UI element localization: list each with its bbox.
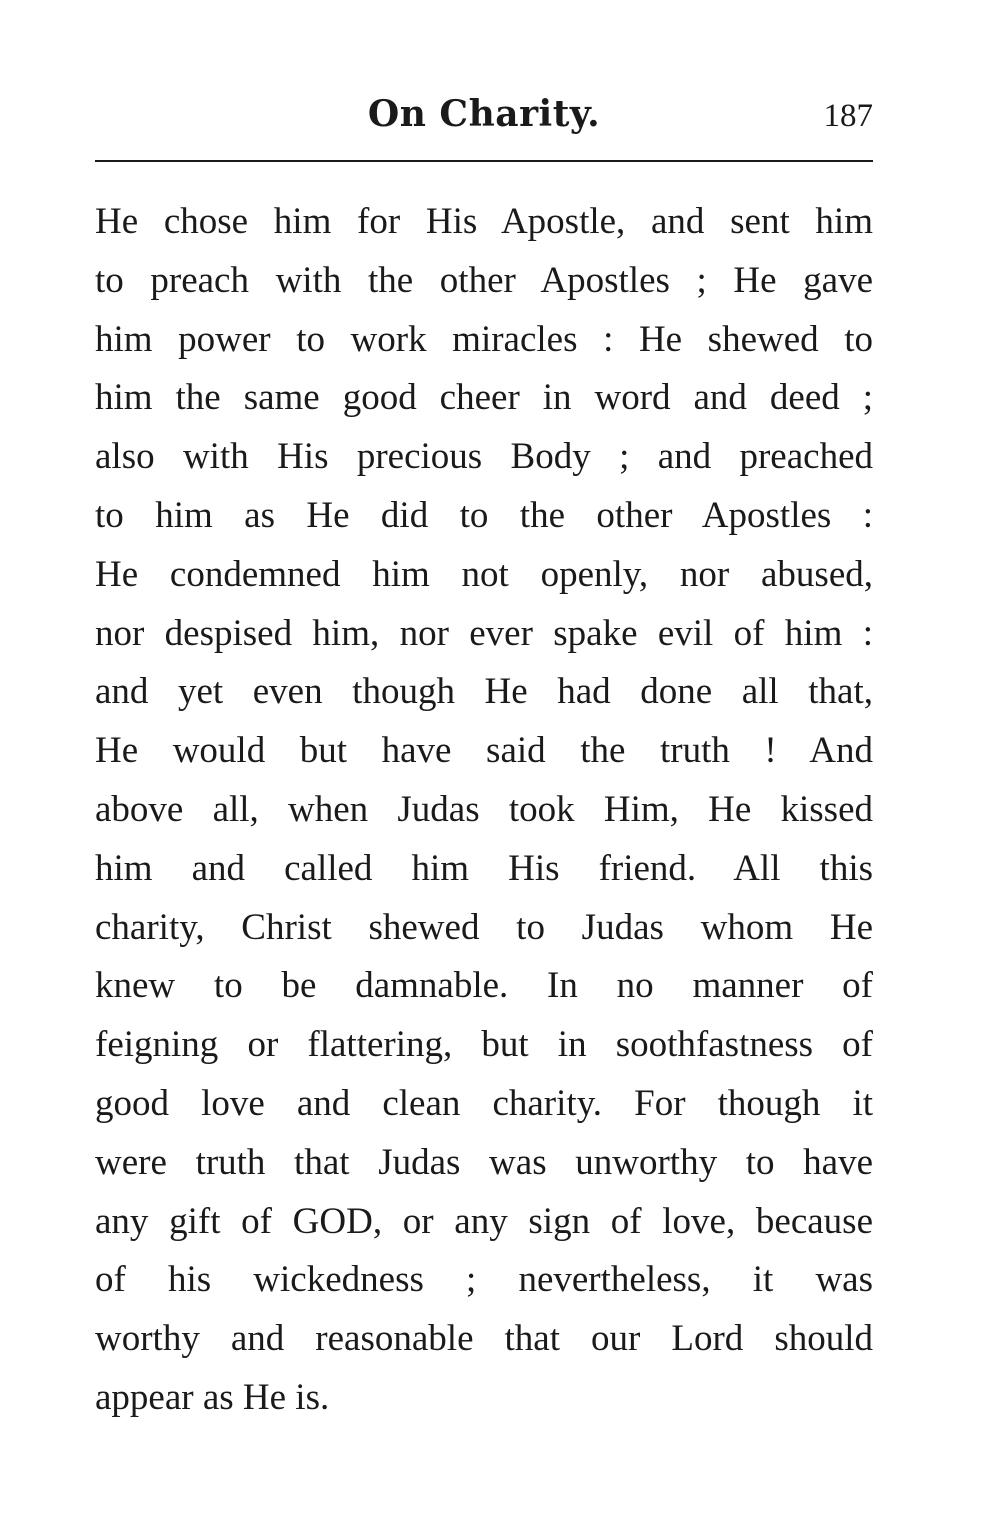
text-line: nor despised him, nor ever spake evil of him : — [95, 612, 873, 654]
text-line: him power to work miracles : He shewed to — [95, 318, 873, 360]
text-line: He chose him for His Apostle, and sent him — [95, 201, 873, 242]
text-line: charity, Christ shewed to Judas whom He — [95, 906, 873, 948]
page-title: On Charity. — [367, 93, 601, 135]
text-line: He would but have said the truth ! And — [95, 730, 873, 772]
text-line: any gift of GOD, or any sign of love, because — [95, 1200, 873, 1242]
text-line: were truth that Judas was unworthy to have — [95, 1141, 873, 1183]
text-line: and yet even though He had done all that, — [95, 671, 873, 713]
text-line: worthy and reasonable that our Lord should — [95, 1318, 873, 1360]
page-number: 187 — [823, 98, 873, 134]
running-head — [95, 92, 873, 152]
text-line: above all, when Judas took Him, He kissed — [95, 788, 873, 830]
body-text — [95, 193, 873, 1428]
text-line: appear as He is. — [95, 1376, 330, 1418]
text-line: of his wickedness ; nevertheless, it was — [95, 1259, 873, 1301]
text-line: him and called him His friend. All this — [95, 847, 873, 889]
header-rule — [95, 160, 873, 162]
text-line: good love and clean charity. For though it — [95, 1082, 873, 1124]
text-line: to him as He did to the other Apostles : — [95, 494, 873, 536]
text-line: also with His precious Body ; and preached — [95, 436, 873, 478]
text-line: He condemned him not openly, nor abused, — [95, 553, 873, 595]
text-line: feigning or flattering, but in soothfastness of — [95, 1024, 873, 1066]
text-line: him the same good cheer in word and deed ; — [95, 377, 873, 419]
text-line: knew to be damnable. In no manner of — [95, 965, 873, 1007]
text-line: to preach with the other Apostles ; He gave — [95, 259, 873, 301]
